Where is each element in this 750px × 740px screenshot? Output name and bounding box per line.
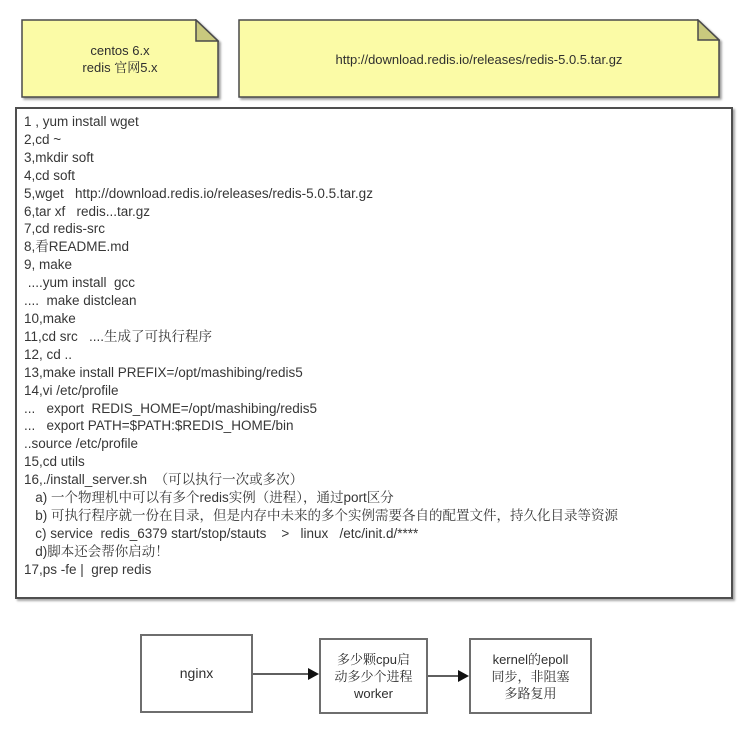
terminal-line: 4,cd soft — [24, 167, 76, 183]
terminal-line: ... export REDIS_HOME=/opt/mashibing/redis5 — [24, 400, 317, 416]
arrow-head-icon — [308, 668, 319, 680]
flow-node-label: nginx — [179, 665, 214, 681]
terminal-line: b) 可执行程序就一份在目录，但是内存中未来的多个实例需要各自的配置文件，持久化目录等资源 — [24, 507, 619, 523]
terminal-line: 17,ps -fe | grep redis — [24, 561, 152, 577]
terminal-line: 15,cd utils — [24, 454, 85, 470]
arrow-worker-to-epoll — [428, 668, 469, 684]
flow-node-label: kernel的epoll — [492, 651, 569, 667]
flow-node-worker — [319, 638, 428, 714]
terminal-line: 5,wget http://download.redis.io/releases/redis-5.0.5.tar.gz — [24, 185, 373, 201]
flow-node-label: 同步，非阻塞 — [491, 668, 570, 684]
terminal-line: 11,cd src ....生成了可执行程序 — [24, 328, 213, 344]
flow-node-epoll — [469, 638, 592, 714]
flow-node-label: 动多少个进程 — [334, 668, 413, 684]
terminal-line: 1 , yum install wget — [24, 114, 139, 129]
terminal-line: 7,cd redis-src — [24, 221, 106, 237]
terminal-line: ....yum install gcc — [24, 275, 136, 291]
terminal-line: 3,mkdir soft — [24, 149, 94, 165]
terminal-line: a) 一个物理机中可以有多个redis实例（进程），通过port区分 — [24, 490, 394, 506]
terminal-line: 14,vi /etc/profile — [24, 382, 119, 398]
flow-node-label: 多少颗cpu启 — [337, 651, 410, 667]
note-line: redis 官网5.x — [82, 60, 158, 75]
flow-node-label: 多路复用 — [504, 685, 557, 701]
terminal-line: c) service redis_6379 start/stop/stauts > linux /etc/init.d/**** — [24, 525, 419, 541]
arrow-head-icon — [458, 670, 469, 682]
terminal-line: 12, cd .. — [24, 346, 73, 362]
terminal-line: ..source /etc/profile — [24, 436, 139, 452]
note-line: http://download.redis.io/releases/redis-5.0.5.tar.gz — [335, 51, 623, 67]
terminal-line: 9, make — [24, 257, 73, 273]
terminal-line: ... export PATH=$PATH:$REDIS_HOME/bin — [24, 418, 294, 434]
terminal-line: 16,./install_server.sh （可以执行一次或多次） — [24, 472, 304, 488]
flow-node-label: worker — [353, 685, 393, 701]
flow-node-nginx — [140, 634, 253, 713]
note-line: centos 6.x — [90, 43, 150, 58]
terminal-line: 6,tar xf redis...tar.gz — [24, 203, 151, 219]
sticky-note-url — [238, 19, 720, 99]
sticky-note-centos — [21, 19, 219, 99]
terminal-line: 10,make — [24, 310, 76, 326]
terminal-line: 8,看README.md — [24, 239, 130, 255]
terminal-line: .... make distclean — [24, 293, 137, 309]
terminal-line: d)脚本还会帮你启动！ — [24, 543, 169, 559]
install-steps-box — [15, 107, 733, 599]
terminal-line: 13,make install PREFIX=/opt/mashibing/redis5 — [24, 364, 303, 380]
arrow-nginx-to-worker — [253, 666, 319, 682]
terminal-line: 2,cd ~ — [24, 131, 62, 147]
